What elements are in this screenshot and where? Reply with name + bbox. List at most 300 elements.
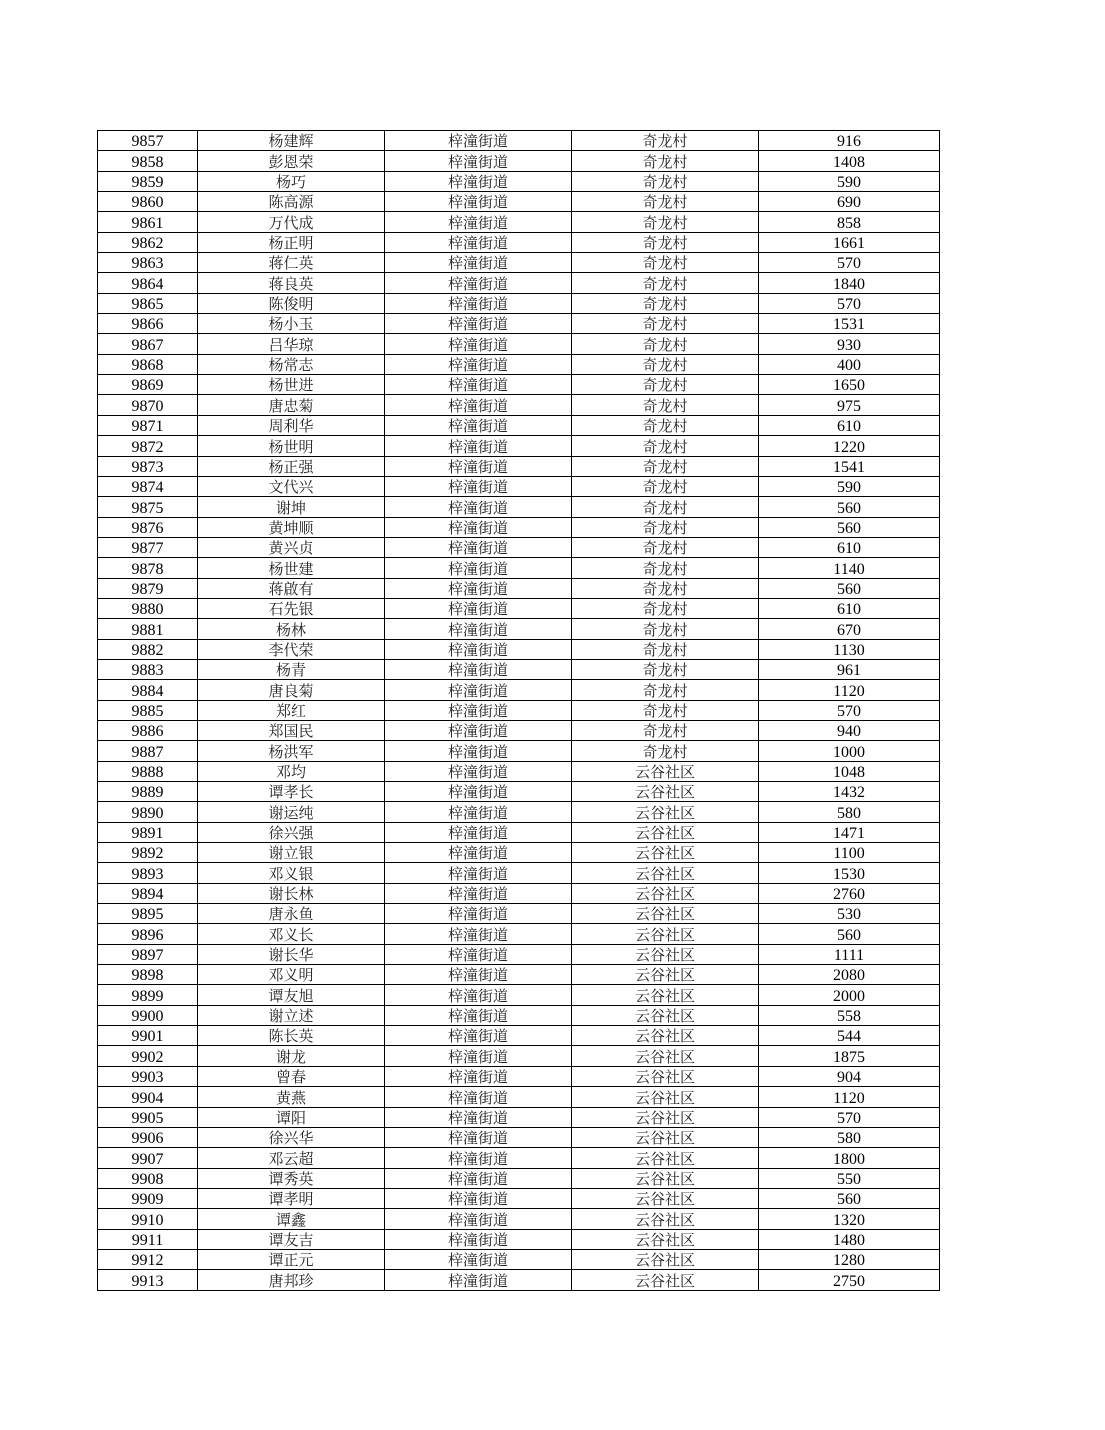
amount-cell: 1140: [759, 558, 940, 578]
street-cell: 梓潼街道: [385, 822, 572, 842]
row-number-cell: 9910: [98, 1209, 198, 1229]
community-cell: 奇龙村: [572, 537, 759, 557]
street-cell: 梓潼街道: [385, 741, 572, 761]
community-cell: 云谷社区: [572, 782, 759, 802]
community-cell: 云谷社区: [572, 1127, 759, 1147]
amount-cell: 670: [759, 619, 940, 639]
community-cell: 云谷社区: [572, 761, 759, 781]
row-number-cell: 9903: [98, 1066, 198, 1086]
row-number-cell: 9906: [98, 1127, 198, 1147]
row-number-cell: 9883: [98, 659, 198, 679]
row-number-cell: 9873: [98, 456, 198, 476]
name-cell: 徐兴华: [198, 1127, 385, 1147]
row-number-cell: 9882: [98, 639, 198, 659]
amount-cell: 1120: [759, 1087, 940, 1107]
name-cell: 唐邦珍: [198, 1270, 385, 1290]
row-number-cell: 9864: [98, 273, 198, 293]
table-row: [98, 1209, 940, 1229]
name-cell: 吕华琼: [198, 334, 385, 354]
community-cell: 奇龙村: [572, 598, 759, 618]
name-cell: 谭秀英: [198, 1168, 385, 1188]
amount-cell: 544: [759, 1026, 940, 1046]
amount-cell: 530: [759, 904, 940, 924]
street-cell: 梓潼街道: [385, 944, 572, 964]
table-row: [98, 334, 940, 354]
table-row: [98, 456, 940, 476]
amount-cell: 1320: [759, 1209, 940, 1229]
name-cell: 谢运纯: [198, 802, 385, 822]
street-cell: 梓潼街道: [385, 1229, 572, 1249]
street-cell: 梓潼街道: [385, 232, 572, 252]
community-cell: 云谷社区: [572, 1148, 759, 1168]
row-number-cell: 9913: [98, 1270, 198, 1290]
community-cell: 云谷社区: [572, 985, 759, 1005]
name-cell: 杨林: [198, 619, 385, 639]
amount-cell: 570: [759, 293, 940, 313]
row-number-cell: 9912: [98, 1249, 198, 1269]
name-cell: 杨世建: [198, 558, 385, 578]
community-cell: 奇龙村: [572, 619, 759, 639]
row-number-cell: 9902: [98, 1046, 198, 1066]
street-cell: 梓潼街道: [385, 436, 572, 456]
name-cell: 谭友吉: [198, 1229, 385, 1249]
name-cell: 谭孝明: [198, 1188, 385, 1208]
row-number-cell: 9859: [98, 171, 198, 191]
name-cell: 谢龙: [198, 1046, 385, 1066]
amount-cell: 1530: [759, 863, 940, 883]
amount-cell: 550: [759, 1168, 940, 1188]
row-number-cell: 9898: [98, 965, 198, 985]
amount-cell: 940: [759, 720, 940, 740]
name-cell: 蒋良英: [198, 273, 385, 293]
community-cell: 奇龙村: [572, 680, 759, 700]
row-number-cell: 9892: [98, 843, 198, 863]
table-row: [98, 944, 940, 964]
name-cell: 邓义长: [198, 924, 385, 944]
row-number-cell: 9897: [98, 944, 198, 964]
amount-cell: 961: [759, 659, 940, 679]
amount-cell: 1130: [759, 639, 940, 659]
row-number-cell: 9874: [98, 476, 198, 496]
community-cell: 奇龙村: [572, 171, 759, 191]
name-cell: 石先银: [198, 598, 385, 618]
amount-cell: 1120: [759, 680, 940, 700]
name-cell: 黄坤顺: [198, 517, 385, 537]
street-cell: 梓潼街道: [385, 924, 572, 944]
street-cell: 梓潼街道: [385, 253, 572, 273]
table-row: [98, 659, 940, 679]
community-cell: 奇龙村: [572, 212, 759, 232]
name-cell: 文代兴: [198, 476, 385, 496]
amount-cell: 1408: [759, 151, 940, 171]
street-cell: 梓潼街道: [385, 293, 572, 313]
community-cell: 奇龙村: [572, 578, 759, 598]
row-number-cell: 9911: [98, 1229, 198, 1249]
name-cell: 杨世进: [198, 375, 385, 395]
street-cell: 梓潼街道: [385, 1148, 572, 1168]
community-cell: 云谷社区: [572, 1046, 759, 1066]
row-number-cell: 9893: [98, 863, 198, 883]
name-cell: 谭阳: [198, 1107, 385, 1127]
table-row: [98, 1270, 940, 1290]
table-row: [98, 131, 940, 151]
name-cell: 邓义银: [198, 863, 385, 883]
row-number-cell: 9904: [98, 1087, 198, 1107]
street-cell: 梓潼街道: [385, 1046, 572, 1066]
table-row: [98, 151, 940, 171]
name-cell: 谭友旭: [198, 985, 385, 1005]
row-number-cell: 9907: [98, 1148, 198, 1168]
amount-cell: 570: [759, 700, 940, 720]
community-cell: 奇龙村: [572, 456, 759, 476]
table-row: [98, 1107, 940, 1127]
row-number-cell: 9884: [98, 680, 198, 700]
row-number-cell: 9900: [98, 1005, 198, 1025]
row-number-cell: 9879: [98, 578, 198, 598]
street-cell: 梓潼街道: [385, 1249, 572, 1269]
row-number-cell: 9888: [98, 761, 198, 781]
amount-cell: 2750: [759, 1270, 940, 1290]
community-cell: 奇龙村: [572, 700, 759, 720]
row-number-cell: 9889: [98, 782, 198, 802]
community-cell: 奇龙村: [572, 192, 759, 212]
row-number-cell: 9861: [98, 212, 198, 232]
community-cell: 云谷社区: [572, 1107, 759, 1127]
amount-cell: 400: [759, 354, 940, 374]
row-number-cell: 9878: [98, 558, 198, 578]
table-row: [98, 1005, 940, 1025]
community-cell: 奇龙村: [572, 354, 759, 374]
amount-cell: 1000: [759, 741, 940, 761]
table-row: [98, 293, 940, 313]
street-cell: 梓潼街道: [385, 761, 572, 781]
name-cell: 邓义明: [198, 965, 385, 985]
name-cell: 黄兴贞: [198, 537, 385, 557]
table-row: [98, 558, 940, 578]
street-cell: 梓潼街道: [385, 720, 572, 740]
table-row: [98, 497, 940, 517]
street-cell: 梓潼街道: [385, 415, 572, 435]
amount-cell: 1800: [759, 1148, 940, 1168]
amount-cell: 570: [759, 1107, 940, 1127]
name-cell: 谭鑫: [198, 1209, 385, 1229]
community-cell: 云谷社区: [572, 1188, 759, 1208]
table-row: [98, 212, 940, 232]
community-cell: 云谷社区: [572, 1087, 759, 1107]
name-cell: 万代成: [198, 212, 385, 232]
table-row: [98, 1046, 940, 1066]
amount-cell: 1100: [759, 843, 940, 863]
name-cell: 谢长林: [198, 883, 385, 903]
amount-cell: 570: [759, 253, 940, 273]
street-cell: 梓潼街道: [385, 843, 572, 863]
community-cell: 奇龙村: [572, 476, 759, 496]
table-body: [98, 131, 940, 1291]
street-cell: 梓潼街道: [385, 537, 572, 557]
community-cell: 奇龙村: [572, 741, 759, 761]
community-cell: 奇龙村: [572, 334, 759, 354]
community-cell: 云谷社区: [572, 1270, 759, 1290]
row-number-cell: 9875: [98, 497, 198, 517]
community-cell: 奇龙村: [572, 659, 759, 679]
street-cell: 梓潼街道: [385, 1209, 572, 1229]
street-cell: 梓潼街道: [385, 985, 572, 1005]
community-cell: 奇龙村: [572, 415, 759, 435]
amount-cell: 930: [759, 334, 940, 354]
amount-cell: 1111: [759, 944, 940, 964]
street-cell: 梓潼街道: [385, 456, 572, 476]
amount-cell: 1661: [759, 232, 940, 252]
street-cell: 梓潼街道: [385, 639, 572, 659]
row-number-cell: 9871: [98, 415, 198, 435]
amount-cell: 560: [759, 924, 940, 944]
name-cell: 周利华: [198, 415, 385, 435]
table-row: [98, 314, 940, 334]
row-number-cell: 9901: [98, 1026, 198, 1046]
name-cell: 邓云超: [198, 1148, 385, 1168]
street-cell: 梓潼街道: [385, 212, 572, 232]
row-number-cell: 9867: [98, 334, 198, 354]
street-cell: 梓潼街道: [385, 476, 572, 496]
community-cell: 云谷社区: [572, 802, 759, 822]
name-cell: 杨正明: [198, 232, 385, 252]
street-cell: 梓潼街道: [385, 314, 572, 334]
community-cell: 奇龙村: [572, 639, 759, 659]
amount-cell: 916: [759, 131, 940, 151]
amount-cell: 1541: [759, 456, 940, 476]
table-row: [98, 1066, 940, 1086]
community-cell: 奇龙村: [572, 558, 759, 578]
amount-cell: 1531: [759, 314, 940, 334]
table-row: [98, 1026, 940, 1046]
name-cell: 杨巧: [198, 171, 385, 191]
amount-cell: 560: [759, 578, 940, 598]
street-cell: 梓潼街道: [385, 1168, 572, 1188]
community-cell: 云谷社区: [572, 1026, 759, 1046]
community-cell: 奇龙村: [572, 497, 759, 517]
street-cell: 梓潼街道: [385, 273, 572, 293]
row-number-cell: 9866: [98, 314, 198, 334]
name-cell: 杨建辉: [198, 131, 385, 151]
table-row: [98, 1249, 940, 1269]
name-cell: 陈俊明: [198, 293, 385, 313]
row-number-cell: 9894: [98, 883, 198, 903]
amount-cell: 610: [759, 537, 940, 557]
row-number-cell: 9862: [98, 232, 198, 252]
name-cell: 郑国民: [198, 720, 385, 740]
name-cell: 陈长英: [198, 1026, 385, 1046]
community-cell: 奇龙村: [572, 273, 759, 293]
street-cell: 梓潼街道: [385, 904, 572, 924]
table-row: [98, 395, 940, 415]
table-row: [98, 761, 940, 781]
street-cell: 梓潼街道: [385, 395, 572, 415]
table-row: [98, 843, 940, 863]
row-number-cell: 9872: [98, 436, 198, 456]
table-row: [98, 1087, 940, 1107]
table-row: [98, 537, 940, 557]
table-row: [98, 822, 940, 842]
table-row: [98, 985, 940, 1005]
name-cell: 杨小玉: [198, 314, 385, 334]
amount-cell: 610: [759, 598, 940, 618]
table-row: [98, 354, 940, 374]
row-number-cell: 9870: [98, 395, 198, 415]
table-row: [98, 802, 940, 822]
street-cell: 梓潼街道: [385, 171, 572, 191]
amount-cell: 560: [759, 517, 940, 537]
community-cell: 云谷社区: [572, 863, 759, 883]
street-cell: 梓潼街道: [385, 619, 572, 639]
community-cell: 云谷社区: [572, 1005, 759, 1025]
row-number-cell: 9905: [98, 1107, 198, 1127]
community-cell: 云谷社区: [572, 965, 759, 985]
amount-cell: 1875: [759, 1046, 940, 1066]
row-number-cell: 9877: [98, 537, 198, 557]
street-cell: 梓潼街道: [385, 578, 572, 598]
table-row: [98, 1168, 940, 1188]
amount-cell: 1471: [759, 822, 940, 842]
street-cell: 梓潼街道: [385, 883, 572, 903]
name-cell: 谭孝长: [198, 782, 385, 802]
name-cell: 郑红: [198, 700, 385, 720]
street-cell: 梓潼街道: [385, 1270, 572, 1290]
row-number-cell: 9857: [98, 131, 198, 151]
name-cell: 谢立银: [198, 843, 385, 863]
street-cell: 梓潼街道: [385, 1188, 572, 1208]
community-cell: 云谷社区: [572, 822, 759, 842]
name-cell: 谢长华: [198, 944, 385, 964]
name-cell: 邓均: [198, 761, 385, 781]
table-row: [98, 1229, 940, 1249]
row-number-cell: 9868: [98, 354, 198, 374]
street-cell: 梓潼街道: [385, 598, 572, 618]
community-cell: 云谷社区: [572, 883, 759, 903]
amount-cell: 560: [759, 1188, 940, 1208]
table-row: [98, 1188, 940, 1208]
row-number-cell: 9865: [98, 293, 198, 313]
community-cell: 奇龙村: [572, 375, 759, 395]
row-number-cell: 9886: [98, 720, 198, 740]
data-table: [97, 130, 940, 1291]
amount-cell: 590: [759, 476, 940, 496]
community-cell: 云谷社区: [572, 1066, 759, 1086]
amount-cell: 904: [759, 1066, 940, 1086]
table-row: [98, 253, 940, 273]
row-number-cell: 9909: [98, 1188, 198, 1208]
community-cell: 奇龙村: [572, 314, 759, 334]
amount-cell: 2080: [759, 965, 940, 985]
amount-cell: 1432: [759, 782, 940, 802]
street-cell: 梓潼街道: [385, 1087, 572, 1107]
name-cell: 黄燕: [198, 1087, 385, 1107]
name-cell: 唐永鱼: [198, 904, 385, 924]
amount-cell: 975: [759, 395, 940, 415]
table-row: [98, 863, 940, 883]
community-cell: 云谷社区: [572, 1209, 759, 1229]
name-cell: 蒋仁英: [198, 253, 385, 273]
community-cell: 奇龙村: [572, 151, 759, 171]
street-cell: 梓潼街道: [385, 965, 572, 985]
row-number-cell: 9860: [98, 192, 198, 212]
street-cell: 梓潼街道: [385, 517, 572, 537]
table-row: [98, 741, 940, 761]
row-number-cell: 9869: [98, 375, 198, 395]
table-row: [98, 578, 940, 598]
street-cell: 梓潼街道: [385, 375, 572, 395]
amount-cell: 690: [759, 192, 940, 212]
table-row: [98, 700, 940, 720]
street-cell: 梓潼街道: [385, 1107, 572, 1127]
street-cell: 梓潼街道: [385, 192, 572, 212]
row-number-cell: 9863: [98, 253, 198, 273]
community-cell: 奇龙村: [572, 131, 759, 151]
table-row: [98, 192, 940, 212]
name-cell: 杨正强: [198, 456, 385, 476]
row-number-cell: 9908: [98, 1168, 198, 1188]
table-row: [98, 1127, 940, 1147]
community-cell: 奇龙村: [572, 253, 759, 273]
row-number-cell: 9881: [98, 619, 198, 639]
amount-cell: 1280: [759, 1249, 940, 1269]
name-cell: 李代荣: [198, 639, 385, 659]
row-number-cell: 9896: [98, 924, 198, 944]
amount-cell: 1480: [759, 1229, 940, 1249]
table-row: [98, 680, 940, 700]
table-row: [98, 415, 940, 435]
community-cell: 奇龙村: [572, 517, 759, 537]
table-row: [98, 904, 940, 924]
table-row: [98, 965, 940, 985]
name-cell: 彭恩荣: [198, 151, 385, 171]
row-number-cell: 9890: [98, 802, 198, 822]
table-row: [98, 1148, 940, 1168]
street-cell: 梓潼街道: [385, 131, 572, 151]
amount-cell: 560: [759, 497, 940, 517]
community-cell: 云谷社区: [572, 924, 759, 944]
table-row: [98, 476, 940, 496]
table-row: [98, 171, 940, 191]
community-cell: 云谷社区: [572, 1229, 759, 1249]
table-row: [98, 436, 940, 456]
name-cell: 陈高源: [198, 192, 385, 212]
amount-cell: 1650: [759, 375, 940, 395]
street-cell: 梓潼街道: [385, 863, 572, 883]
name-cell: 杨常志: [198, 354, 385, 374]
table-row: [98, 782, 940, 802]
street-cell: 梓潼街道: [385, 1005, 572, 1025]
name-cell: 谭正元: [198, 1249, 385, 1269]
table-row: [98, 924, 940, 944]
street-cell: 梓潼街道: [385, 354, 572, 374]
table-row: [98, 639, 940, 659]
amount-cell: 858: [759, 212, 940, 232]
community-cell: 奇龙村: [572, 232, 759, 252]
table-row: [98, 619, 940, 639]
name-cell: 谢立述: [198, 1005, 385, 1025]
community-cell: 奇龙村: [572, 720, 759, 740]
street-cell: 梓潼街道: [385, 680, 572, 700]
street-cell: 梓潼街道: [385, 1127, 572, 1147]
table-row: [98, 273, 940, 293]
name-cell: 杨洪军: [198, 741, 385, 761]
community-cell: 奇龙村: [572, 395, 759, 415]
amount-cell: 1048: [759, 761, 940, 781]
community-cell: 云谷社区: [572, 944, 759, 964]
row-number-cell: 9880: [98, 598, 198, 618]
community-cell: 奇龙村: [572, 436, 759, 456]
table-row: [98, 375, 940, 395]
